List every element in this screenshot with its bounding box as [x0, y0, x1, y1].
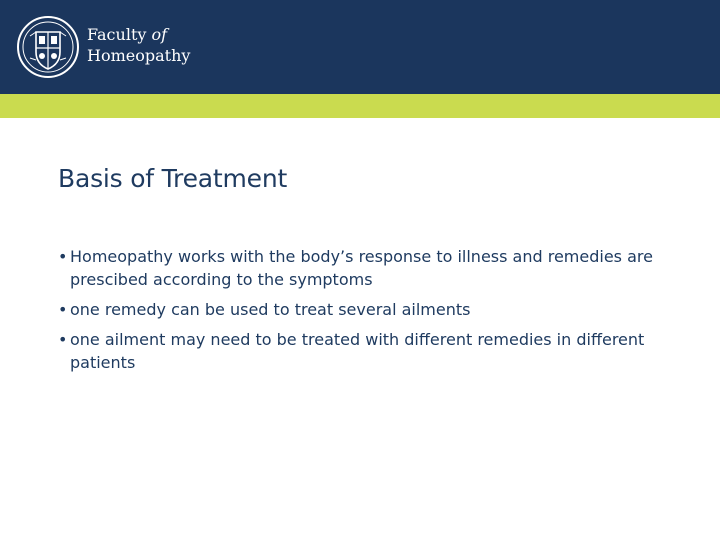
bullet-item	[58, 328, 678, 374]
brand-word-faculty: Faculty	[87, 25, 147, 44]
brand-name	[87, 24, 190, 66]
bullet-marker: •	[58, 300, 68, 319]
bullet-marker: •	[58, 330, 68, 349]
bullet-item	[58, 298, 678, 321]
bullet-list	[58, 245, 678, 381]
bullet-text: one remedy can be used to treat several ailments	[70, 300, 471, 319]
brand-line-2: Homeopathy	[87, 46, 191, 65]
brand-line-1	[87, 24, 190, 45]
bullet-marker: •	[58, 247, 68, 266]
bullet-text: one ailment may need to be treated with different remedies in different patients	[70, 330, 645, 372]
slide-header	[0, 0, 720, 94]
accent-bar	[0, 94, 720, 118]
bullet-text: Homeopathy works with the body’s response to illness and remedies are prescibed according to the symptoms	[70, 247, 653, 289]
brand-word-of: of	[151, 25, 168, 44]
faculty-crest-icon	[16, 14, 80, 80]
slide-title: Basis of Treatment	[58, 164, 288, 193]
bullet-item	[58, 245, 678, 291]
